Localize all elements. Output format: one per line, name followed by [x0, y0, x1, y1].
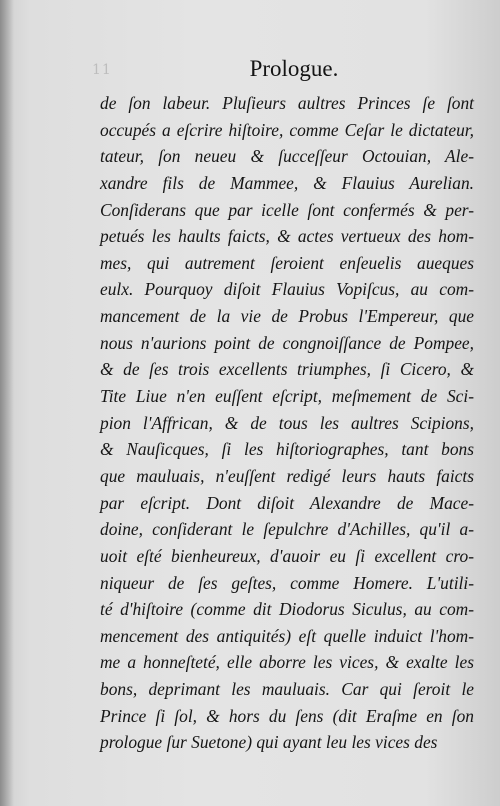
- text-block: [100, 90, 474, 756]
- text-line: nous n'aurions point de congnoiſſance de Pompee,: [100, 332, 474, 353]
- text-line: par eſcript. Dont diſoit Alexandre de Mace-: [100, 492, 474, 513]
- text-line: uoit eſté bienheureux, d'auoir eu ſi excellent cro-: [100, 545, 474, 566]
- text-line: & Nauſicques, ſi les hiſtoriographes, tant bons: [100, 439, 474, 460]
- text-line: Prince ſi ſol, & hors du ſens (dit Eraſme en ſon: [100, 705, 474, 726]
- gutter-shadow: [0, 0, 14, 806]
- text-line: bons, deprimant les mauluais. Car qui ſeroit le: [100, 679, 474, 700]
- running-head: Prologue.: [249, 56, 339, 81]
- text-line: petués les haults faicts, & actes vertueux des hom-: [100, 226, 474, 247]
- text-line: xandre fils de Mammee, & Flauius Aurelian.: [100, 172, 474, 193]
- bleed-through-text: 11: [92, 62, 112, 78]
- text-line: doine, conſiderant le ſepulchre d'Achilles, qu'il a-: [100, 519, 474, 540]
- text-line: mancement de la vie de Probus l'Empereur, que: [100, 306, 474, 327]
- text-line: niqueur de ſes geſtes, comme Homere. L'utili-: [100, 572, 474, 593]
- text-line: Tite Liue n'en euſſent eſcript, meſmement de Sci-: [100, 386, 474, 407]
- text-line: pion l'Affrican, & de tous les aultres Scipions,: [100, 412, 474, 433]
- text-line: prologue ſur Suetone) qui ayant leu les vices des: [100, 732, 438, 753]
- text-line: eulx. Pourquoy diſoit Flauius Vopiſcus, au com-: [100, 279, 474, 300]
- text-line: me a honneſteté, elle aborre les vices, & exalte les: [100, 652, 474, 673]
- text-line: mes, qui autrement ſeroient enſeuelis aueques: [100, 252, 474, 273]
- text-line: tateur, ſon neueu & ſucceſſeur Octouian, Ale-: [100, 146, 474, 167]
- text-line: mencement des antiquités) eſt quelle induict l'hom-: [100, 625, 474, 646]
- text-line: que mauluais, n'euſſent redigé leurs hauts faicts: [100, 465, 474, 486]
- text-line: & de ſes trois excellents triumphes, ſi Cicero, &: [100, 359, 474, 380]
- text-line: té d'hiſtoire (comme dit Diodorus Siculus, au com-: [100, 599, 474, 620]
- text-line: Conſiderans que par icelle ſont confermés & per-: [100, 199, 474, 220]
- text-line: occupés a eſcrire hiſtoire, comme Ceſar le dictateur,: [100, 119, 474, 140]
- text-line: de ſon labeur. Pluſieurs aultres Princes ſe ſont: [100, 93, 474, 113]
